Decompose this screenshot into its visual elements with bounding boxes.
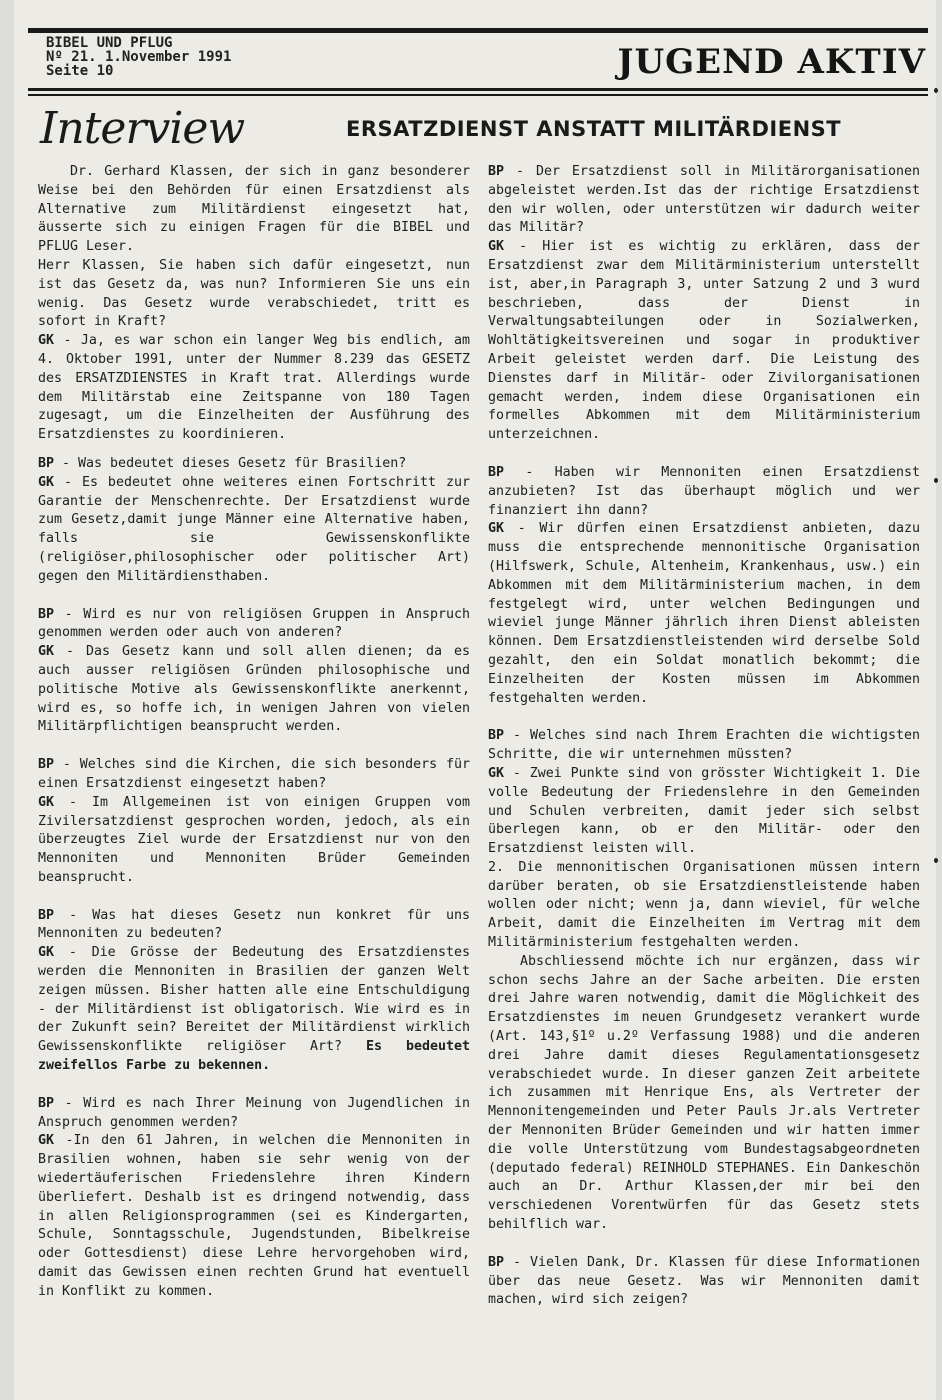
masthead-rule-thin	[28, 94, 928, 96]
interview-label: Interview	[40, 103, 245, 154]
answer-paragraph: GK - Zwei Punkte sind von grösster Wichtigkeit 1. Die volle Bedeutung der Friedenslehre in den Gemeinden und Schulen verbreiten, damit jeder sich selbst überlegen kann, ob er den Militär- oder den Ersatzdienst leisten will.	[488, 765, 920, 857]
margin-dot	[934, 858, 938, 863]
answer-paragraph: GK - Wir dürfen einen Ersatzdienst anbieten, dazu muss die entsprechende mennonitische Organisation (Hilfswerk, Schule, Altenheim, Krankenhaus, usw.) ein Abkommen mit dem Militärministerium machen, in dem festgelegt wird, unter welchen Bedingungen und wieviel junge Männer jährlich ihren Dienst ableisten können. Dem Ersatzdienstleistenden wird derselbe Sold gezahlt, den ein Soldat monatlich bekommt; die Einzelheiten der Kosten müssen im Abkommen festgehalten werden.	[488, 521, 920, 706]
question-paragraph: Herr Klassen, Sie haben sich dafür eingesetzt, nun ist das Gesetz da, was nun? Informieren Sie uns ein wenig. Das Gesetz wurde verabschiedet, tritt es sofort in Kraft?	[38, 257, 470, 330]
question-paragraph: BP - Welches sind nach Ihrem Erachten die wichtigsten Schritte, die wir unternehmen müssten?	[488, 728, 920, 763]
question-paragraph: BP - Wird es nur von religiösen Gruppen in Anspruch genommen werden oder auch von anderen?	[38, 606, 470, 641]
publication-name: BIBEL UND PFLUG	[46, 35, 173, 51]
answer-paragraph: GK -In den 61 Jahren, in welchen die Mennoniten in Brasilien wohnen, haben sie sehr wenig von der wiedertäuferischen Friedenslehre ihren Kindern überliefert. Deshalb ist es dringend notwendig, dass in allen Religionsprogrammen (sei es Kindergarten, Schule, Sonntagsschule, Jugendstunden, Bibelkreise oder Gottesdienst) diese Lehre hervorgehoben wird, damit das Gewissen einen rechten Grund hat eventuell in Konflikt zu kommen.	[38, 1133, 470, 1299]
intro-paragraph: Dr. Gerhard Klassen, der sich in ganz besonderer Weise bei den Behörden für einen Ersatzdienst als Alternative zum Militärdienst eingesetzt hat, äusserte sich zu einigen Fragen für die BIBEL und PFLUG Leser.	[38, 164, 470, 255]
answer-paragraph: GK - Im Allgemeinen ist von einigen Gruppen vom Zivilersatzdienst gesprochen worden, jedoch, als ein überzeugtes Ziel wurde der Ersatzdienst nur von den Mennoniten und Mennoniten Brüder Gemeinden beansprucht.	[38, 794, 470, 885]
answer-paragraph: GK - Es bedeutet ohne weiteres einen Fortschritt zur Garantie der Menschenrechte. Der Ersatzdienst wurde zum Gesetz,damit junge Männer eine Alternative haben, falls sie Gewissenskonflikte (religiöser,philosophischer oder politischer Art) gegen den Militärdiensthaben.	[38, 474, 470, 584]
left-column	[38, 163, 470, 1302]
answer-paragraph: GK - Die Grösse der Bedeutung des Ersatzdienstes werden die Mennoniten in Brasilien der ganzen Welt zeigen müssen. Bisher hatten alle eine Entschuldigung - der Militärdienst ist obligatorisch. Wie wird es in der Zukunft sein? Bereitet der Militärdienst wirklich Gewissenskonflikte religiöser Art? Es bedeutet zweifellos Farbe zu bekennen.	[38, 945, 470, 1074]
answer-paragraph: GK - Das Gesetz kann und soll allen dienen; da es auch ausser religiösen Gründen philosophische und politische Motive als Gewissenskonflikte anerkennt, wird es, so hoffe ich, in wenigen Jahren von vielen Militärpflichtigen beansprucht werden.	[38, 644, 470, 735]
page-number: Seite 10	[46, 63, 114, 79]
masthead	[46, 36, 231, 78]
emphasized-text: Es bedeutet zweifellos Farbe zu bekennen.	[38, 1039, 470, 1074]
question-paragraph: BP - Was bedeutet dieses Gesetz für Brasilien?	[38, 455, 407, 471]
top-rule	[28, 28, 928, 33]
question-paragraph: BP - Wird es nach Ihrer Meinung von Jugendlichen in Anspruch genommen werden?	[38, 1095, 470, 1130]
question-paragraph: BP - Der Ersatzdienst soll in Militärorganisationen abgeleistet werden.Ist das der richtige Ersatzdienst den wir wollen, oder unterstützen wir dadurch weiter das Militär?	[488, 164, 920, 236]
question-paragraph: BP - Welches sind die Kirchen, die sich besonders für einen Ersatzdienst eingesetzt haben?	[38, 757, 470, 791]
article-headline: ERSATZDIENST ANSTATT MILITÄRDIENST	[346, 117, 842, 141]
answer-paragraph: GK - Hier ist es wichtig zu erklären, dass der Ersatzdienst zwar dem Militärministerium unterstellt ist, aber,in Paragraph 3, unter Satzung 2 und 3 wurd beschrieben, dass der Dienst in Verwaltungsabteilungen oder in Sozialwerken, Wohltätigkeitsvereinen und sogar in produktiver Arbeit geleistet werden darf. Die Leistung des Dienstes darf in Militär- oder Zivilorganisationen gemacht werden, indem diese Organisationen ein formelles Abkommen mit dem Militärministerium unterzeichnen.	[488, 239, 920, 443]
answer-paragraph: GK - Ja, es war schon ein langer Weg bis endlich, am 4. Oktober 1991, unter der Nummer 8.239 das GESETZ des ERSATZDIENSTES in Kraft trat. Allerdings wurde dem Militärstab eine Zeitspanne von 180 Tagen zugesagt, um die Einzelheiten der Ausführung des Ersatzdienstes zu koordinieren.	[38, 333, 470, 443]
issue-date: Nº 21. 1.November 1991	[46, 49, 232, 65]
question-paragraph: BP - Vielen Dank, Dr. Klassen für diese Informationen über das neue Gesetz. Was wir Mennoniten damit machen, wird sich zeigen?	[488, 1254, 920, 1308]
masthead-rule	[28, 88, 928, 91]
answer-paragraph: 2. Die mennonitischen Organisationen müssen intern darüber beraten, ob sie Ersatzdienstleistende haben wollen oder nicht; wenn ja, dann wieviel, für welche Arbeit, damit die Einzelheiten im Vertrag mit dem Militärministerium festgehalten werden.	[488, 859, 920, 951]
closing-paragraph: Abschliessend möchte ich nur ergänzen, dass wir schon sechs Jahre an der Sache arbeiten. Die ersten drei Jahre waren notwendig, damit die Möglichkeit des Ersatzdienstes im neuen Grundgesetz verankert wurde (Art. 143,§1º u.2º Verfassung 1988) und die anderen drei Jahre damit dieses Regulamentationsgesetz verabschiedet wurde. In dieser ganzen Zeit arbeitete ich zusammen mit Henrique Ens, als Vertreter der Mennonitengemeinden und Peter Pauls Jr.als Vertreter der Mennoniten Brüder Gemeinden und wir hatten immer die volle Unterstützung vom Bundestagsabgeordneten (deputado federal) REINHOLD STEPHANES. Ein Dankeschön auch an Dr. Arthur Klassen,der mir bei den verschiedenen Vorentwürfen für das Gesetz stets behilflich war.	[488, 953, 920, 1233]
question-paragraph: BP - Haben wir Mennoniten einen Ersatzdienst anzubieten? Ist das überhaupt möglich und wer finanziert ihn dann?	[488, 464, 920, 518]
question-paragraph: BP - Was hat dieses Gesetz nun konkret für uns Mennoniten zu bedeuten?	[38, 907, 470, 942]
right-column	[488, 163, 920, 1310]
margin-dot	[934, 88, 938, 93]
section-title: JUGEND AKTIV	[617, 42, 926, 82]
margin-dot	[934, 478, 938, 483]
